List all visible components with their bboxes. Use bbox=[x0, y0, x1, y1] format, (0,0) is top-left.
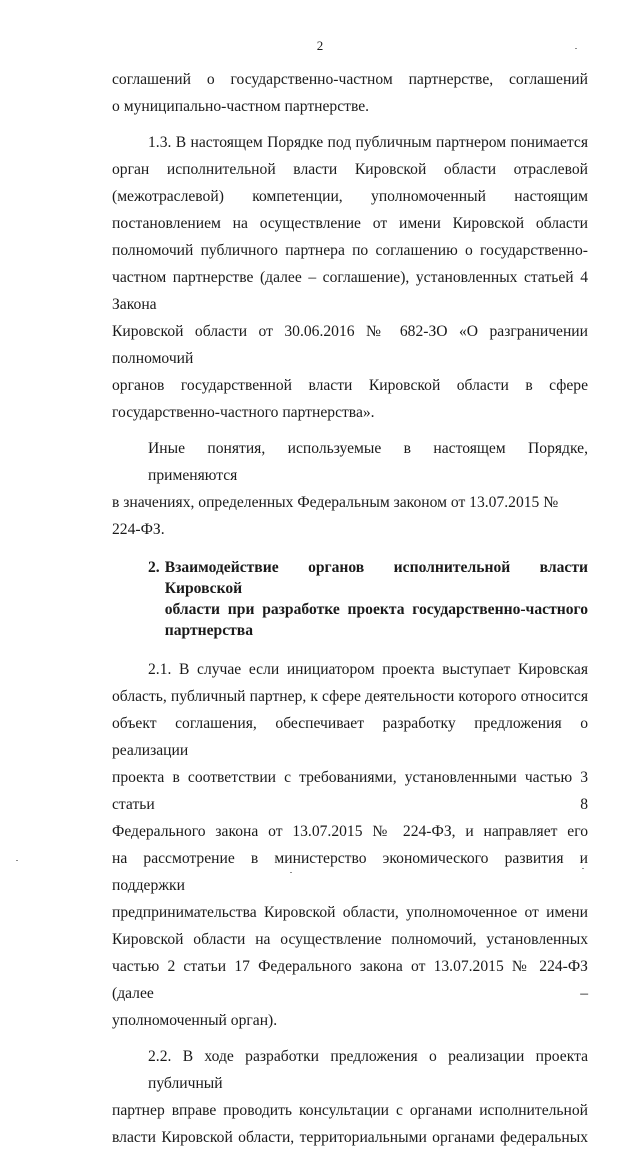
scan-speck bbox=[575, 48, 577, 49]
text-line: Иные понятия, используемые в настоящем Порядке, применяются bbox=[148, 440, 588, 484]
text-line: Федерального закона от 13.07.2015 № 224-ФЗ, и направляет его bbox=[112, 823, 588, 840]
paragraph-1-2-end bbox=[112, 66, 588, 120]
text-line: в значениях, определенных Федеральным законом от 13.07.2015 № 224-ФЗ. bbox=[112, 494, 559, 538]
section-number: 2. bbox=[148, 559, 160, 576]
text-line: орган исполнительной власти Кировской области отраслевой bbox=[112, 161, 588, 178]
heading-line: области при разработке проекта государственно-частного bbox=[164, 601, 588, 618]
heading-line: партнерства bbox=[164, 622, 253, 639]
text-line: область, публичный партнер, к сфере деятельности которого относится bbox=[112, 688, 588, 705]
paragraph-2-2 bbox=[112, 1043, 588, 1151]
paragraph-other-terms bbox=[112, 435, 588, 543]
scan-speck bbox=[290, 872, 292, 873]
heading-line: Взаимодействие органов исполнительной власти Кировской bbox=[164, 559, 588, 597]
text-line: проекта в соответствии с требованиями, установленными частью 3 статьи 8 bbox=[112, 769, 588, 813]
text-line: предпринимательства Кировской области, уполномоченное от имени bbox=[112, 904, 588, 921]
text-line: (межотраслевой) компетенции, уполномоченный настоящим bbox=[112, 188, 588, 205]
text-line: государственно-частного партнерства». bbox=[112, 404, 375, 421]
document-body bbox=[112, 66, 588, 1151]
text-line: частном партнерстве (далее – соглашение), установленных статьей 4 Закона bbox=[112, 269, 588, 313]
text-line: соглашений о государственно-частном партнерстве, соглашений bbox=[112, 71, 588, 88]
text-line: органов государственной власти Кировской области в сфере bbox=[112, 377, 588, 394]
text-line: объект соглашения, обеспечивает разработку предложения о реализации bbox=[112, 715, 588, 759]
scan-speck bbox=[16, 860, 18, 861]
section-2-heading bbox=[148, 557, 588, 641]
text-line: власти Кировской области, территориальными органами федеральных bbox=[112, 1129, 588, 1146]
text-line: Кировской области на осуществление полномочий, установленных bbox=[112, 931, 588, 948]
text-line: на рассмотрение в министерство экономического развития и поддержки bbox=[112, 850, 588, 894]
text-line: Кировской области от 30.06.2016 № 682-ЗО «О разграничении полномочий bbox=[112, 323, 588, 367]
text-line: уполномоченный орган). bbox=[112, 1012, 278, 1029]
text-line: постановлением на осуществление от имени Кировской области bbox=[112, 215, 588, 232]
text-line: о муниципально-частном партнерстве. bbox=[112, 98, 370, 115]
paragraph-2-1 bbox=[112, 656, 588, 1034]
text-line: 2.1. В случае если инициатором проекта выступает Кировская bbox=[148, 661, 588, 678]
text-line: 1.3. В настоящем Порядке под публичным партнером понимается bbox=[148, 134, 588, 151]
text-line: полномочий публичного партнера по соглашению о государственно- bbox=[112, 242, 588, 259]
page-number: 2 bbox=[316, 38, 324, 53]
text-line: частью 2 статьи 17 Федерального закона от 13.07.2015 № 224-ФЗ (далее – bbox=[112, 958, 588, 1002]
text-line: партнер вправе проводить консультации с органами исполнительной bbox=[112, 1102, 588, 1119]
text-line: 2.2. В ходе разработки предложения о реализации проекта публичный bbox=[148, 1048, 588, 1092]
scan-speck bbox=[582, 868, 584, 869]
paragraph-1-3 bbox=[112, 129, 588, 426]
section-title bbox=[165, 557, 588, 641]
